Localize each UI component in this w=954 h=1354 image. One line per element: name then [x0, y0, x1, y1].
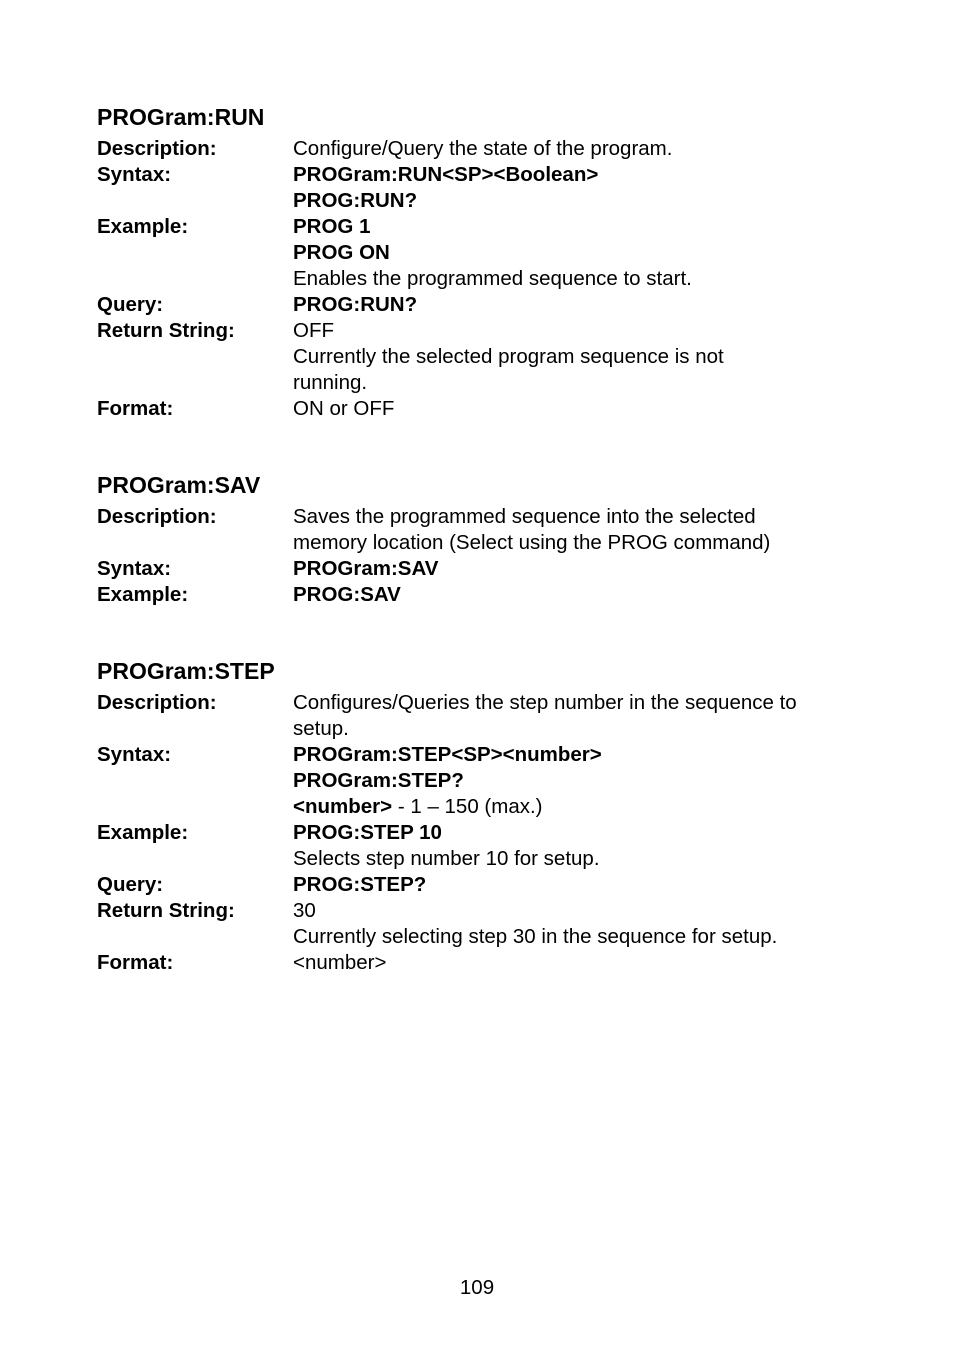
field-label: Return String: — [97, 899, 235, 922]
section-title: PROGram:STEP — [97, 658, 275, 684]
field-values — [293, 898, 877, 950]
field-values — [293, 214, 877, 292]
field-value-line: PROG:SAV — [293, 583, 401, 606]
field-values — [293, 162, 877, 214]
command-section-program-run — [97, 103, 877, 422]
field-label: Example: — [97, 215, 189, 238]
field-value-line: setup. — [293, 717, 349, 740]
field-row-example — [97, 214, 877, 292]
field-value-line: PROG ON — [293, 241, 390, 264]
field-value-line: PROG:RUN? — [293, 189, 418, 212]
field-row-description — [97, 504, 877, 556]
field-value-line: PROGram:RUN<SP><Boolean> — [293, 163, 599, 186]
field-values — [293, 742, 877, 820]
page-number: 109 — [459, 1276, 495, 1299]
field-value-line: Selects step number 10 for setup. — [293, 847, 600, 870]
field-row-query — [97, 292, 877, 318]
field-value-line: Saves the programmed sequence into the selected — [293, 505, 756, 528]
parameter-name: <number> — [293, 795, 393, 818]
field-label: Description: — [97, 137, 217, 160]
section-title: PROGram:SAV — [97, 472, 261, 498]
field-label: Syntax: — [97, 743, 172, 766]
field-row-query — [97, 872, 877, 898]
field-value-line: Configures/Queries the step number in the sequence to — [293, 691, 797, 714]
field-values — [293, 396, 877, 422]
field-value-line: PROG:RUN? — [293, 293, 418, 316]
field-label: Format: — [97, 951, 174, 974]
field-label: Description: — [97, 691, 217, 714]
field-row-format — [97, 950, 877, 976]
field-values — [293, 872, 877, 898]
field-label: Syntax: — [97, 557, 172, 580]
field-values — [293, 690, 877, 742]
field-values — [293, 504, 877, 556]
field-row-return-string — [97, 898, 877, 950]
field-values — [293, 950, 877, 976]
field-row-syntax — [97, 556, 877, 582]
field-row-syntax — [97, 742, 877, 820]
parameter-range: - 1 – 150 (max.) — [392, 795, 543, 818]
field-row-example — [97, 582, 877, 608]
field-value-line: OFF — [293, 319, 334, 342]
field-values — [293, 318, 877, 396]
field-row-example — [97, 820, 877, 872]
field-row-description — [97, 136, 877, 162]
field-value-line: PROG 1 — [293, 215, 371, 238]
field-label: Example: — [97, 583, 189, 606]
field-row-return-string — [97, 318, 877, 396]
field-label: Syntax: — [97, 163, 172, 186]
field-value-line: PROG:STEP 10 — [293, 821, 442, 844]
field-label: Query: — [97, 293, 164, 316]
field-value-line: PROG:STEP? — [293, 873, 427, 896]
field-value-line: Enables the programmed sequence to start. — [293, 267, 692, 290]
field-value-line: Currently selecting step 30 in the sequence for setup. — [293, 925, 778, 948]
field-values — [293, 556, 877, 582]
field-value-line: <number> — [293, 951, 387, 974]
field-value-line — [293, 794, 877, 820]
field-label: Example: — [97, 821, 189, 844]
field-value-line: ON or OFF — [293, 397, 395, 420]
field-label: Format: — [97, 397, 174, 420]
field-row-description — [97, 690, 877, 742]
field-values — [293, 582, 877, 608]
field-label: Query: — [97, 873, 164, 896]
field-value-line: PROGram:SAV — [293, 557, 439, 580]
field-label: Return String: — [97, 319, 235, 342]
command-section-program-step — [97, 657, 877, 976]
command-section-program-sav — [97, 471, 877, 608]
field-value-line: PROGram:STEP? — [293, 769, 464, 792]
document-page — [97, 103, 877, 976]
field-value-line: running. — [293, 371, 368, 394]
field-value-line: Currently the selected program sequence is not — [293, 345, 724, 368]
field-values — [293, 136, 877, 162]
field-label: Description: — [97, 505, 217, 528]
field-row-format — [97, 396, 877, 422]
field-row-syntax — [97, 162, 877, 214]
field-values — [293, 820, 877, 872]
field-values — [293, 292, 877, 318]
field-value-line: 30 — [293, 899, 316, 922]
field-value-line: memory location (Select using the PROG command) — [293, 531, 771, 554]
field-value-line: PROGram:STEP<SP><number> — [293, 743, 602, 766]
field-value-line: Configure/Query the state of the program. — [293, 137, 673, 160]
section-title: PROGram:RUN — [97, 104, 265, 130]
